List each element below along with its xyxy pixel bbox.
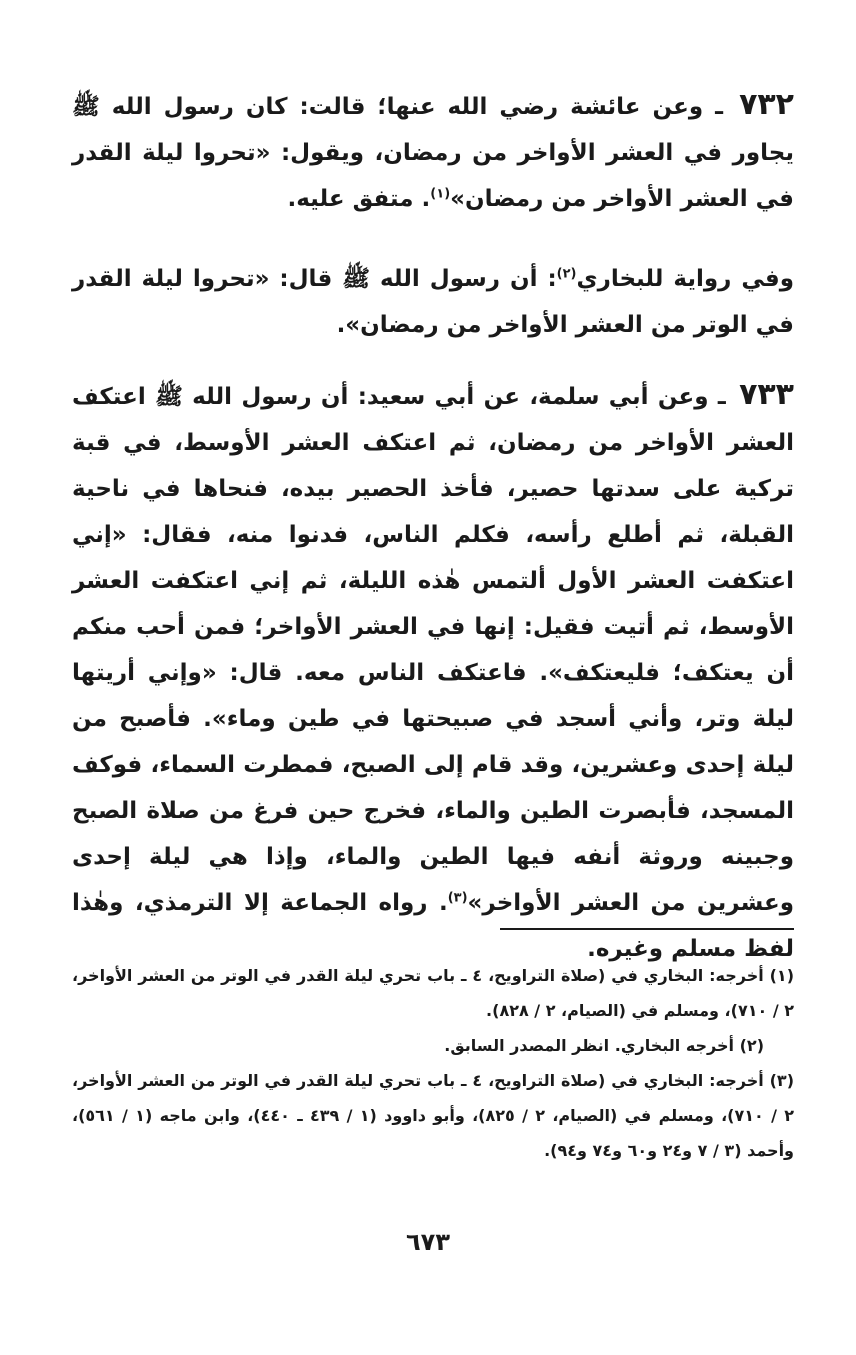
page-number: ٦٧٣ [406, 1228, 450, 1256]
footnote-1 [72, 958, 794, 1028]
footnote-text: أخرجه البخاري. انظر المصدر السابق. [444, 1036, 735, 1055]
footnote-marker: (٣) [769, 1071, 794, 1090]
footnote-reference[interactable]: (١) [430, 186, 451, 202]
hadith-grading: . متفق عليه. [287, 186, 431, 212]
narration-intro: وفي رواية للبخاري [576, 266, 794, 292]
footnote-reference[interactable]: (٢) [556, 266, 577, 282]
hadith-732-paragraph [72, 82, 794, 222]
hadith-number: ٧٣٢ [739, 87, 794, 122]
hadith-number: ٧٣٣ [739, 377, 794, 412]
bukhari-narration-paragraph [72, 256, 794, 348]
narration-text: : أن رسول الله ﷺ قال: «تحروا ليلة القدر في الوتر من العشر الأواخر من رمضان». [72, 266, 794, 338]
footnotes-section [72, 958, 794, 1168]
hadith-grading: . رواه الجماعة إلا الترمذي، وهٰذا لفظ مسلم وغيره. [72, 890, 794, 962]
footnote-2 [72, 1028, 794, 1063]
footnote-divider [500, 928, 794, 930]
footnote-text: أخرجه: البخاري في (صلاة التراويح، ٤ ـ باب تحري ليلة القدر في الوتر من العشر الأواخر، ٢ / ٧١٠)، ومسلم في (الصيام، ٢ / ٨٢٥)، وأبو داوود (١ / ٤٣٩ ـ ٤٤٠)، وابن ماجه (١ / ٥٦١)، وأحمد (٣ / ٧ و٢٤ و٦٠ و٧٤ و٩٤). [72, 1071, 795, 1160]
hadith-text: ـ وعن عائشة رضي الله عنها؛ قالت: كان رسول الله ﷺ يجاور في العشر الأواخر من رمضان، ويقول: «تحروا ليلة القدر في العشر الأواخر من رمضان» [72, 94, 794, 212]
hadith-733-paragraph [72, 372, 794, 972]
footnote-marker: (٢) [739, 1036, 764, 1055]
footnote-marker: (١) [769, 966, 794, 985]
footnote-text: أخرجه: البخاري في (صلاة التراويح، ٤ ـ باب تحري ليلة القدر في الوتر من العشر الأواخر، ٢ / ٧١٠)، ومسلم في (الصيام، ٢ / ٨٢٨). [72, 966, 794, 1020]
hadith-text: ـ وعن أبي سلمة، عن أبي سعيد: أن رسول الله ﷺ اعتكف العشر الأواخر من رمضان، ثم اعتكف العشر الأوسط، في قبة تركية على سدتها حصير، فأخذ الحصير بيده، فنحاها في ناحية القبلة، ثم أطلع رأسه، فكلم الناس، فدنوا منه، فقال: «إني اعتكفت العشر الأول ألتمس هٰذه الليلة، ثم إني اعتكفت العشر الأوسط، ثم أتيت فقيل: إنها في العشر الأواخر؛ فمن أحب منكم أن يعتكف؛ فليعتكف». فاعتكف الناس معه. قال: «وإني أريتها ليلة وتر، وأني أسجد في صبيحتها في طين وماء». فأصبح من ليلة إحدى وعشرين، وقد قام إلى الصبح، فمطرت السماء، فوكف المسجد، فأبصرت الطين والماء، فخرج حين فرغ من صلاة الصبح وجبينه وروثة أنفه فيها الطين والماء، وإذا هي ليلة إحدى وعشرين من العشر الأواخر» [72, 384, 794, 916]
footnote-3 [72, 1063, 794, 1168]
footnote-reference[interactable]: (٣) [447, 890, 468, 906]
